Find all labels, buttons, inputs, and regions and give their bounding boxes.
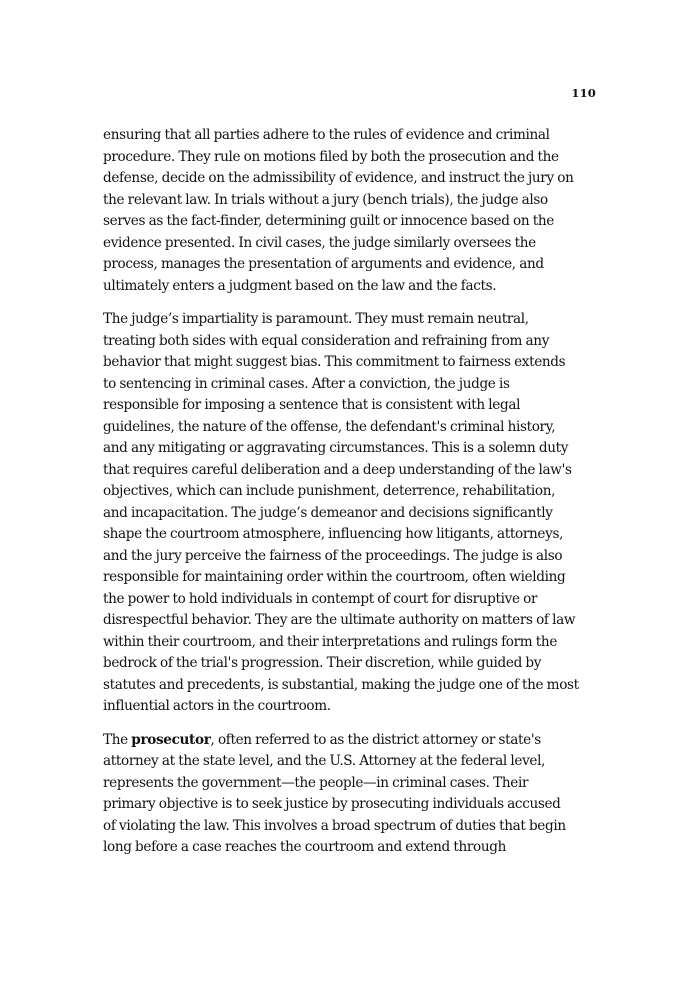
text-line: serves as the fact-finder, determining guilt or innocence based on the (103, 213, 554, 229)
text-line: treating both sides with equal consideration and refraining from any (103, 332, 550, 349)
text-line: disrespectful behavior. They are the ultimate authority on matters of law (103, 612, 576, 628)
text-line: and incapacitation. The judge’s demeanor and decisions significantly (103, 504, 553, 521)
paragraph-judge-impartiality (103, 309, 599, 718)
text-line: within their courtroom, and their interpretations and rulings form the (103, 633, 558, 650)
text-line: ensuring that all parties adhere to the rules of evidence and criminal (103, 127, 550, 143)
text-line (103, 730, 599, 752)
text-line: defense, decide on the admissibility of evidence, and instruct the jury on (103, 170, 574, 186)
paragraph-prosecutor (103, 730, 599, 859)
text-line: of violating the law. This involves a broad spectrum of duties that begin (103, 817, 566, 834)
bold-term-prosecutor: prosecutor (131, 731, 211, 748)
text-line: that requires careful deliberation and a deep understanding of the law's (103, 461, 572, 478)
text-line: and the jury perceive the fairness of the proceedings. The judge is also (103, 547, 563, 564)
body-text (103, 125, 599, 871)
text-line: The judge’s impartiality is paramount. They must remain neutral, (103, 311, 529, 327)
text-line: objectives, which can include punishment, deterrence, rehabilitation, (103, 483, 556, 499)
text-line: behavior that might suggest bias. This commitment to fairness extends (103, 354, 566, 370)
text-line: ultimately enters a judgment based on the law and the facts. (103, 277, 497, 294)
text-line: process, manages the presentation of arguments and evidence, and (103, 256, 544, 272)
text-line: the power to hold individuals in contempt of court for disruptive or (103, 590, 538, 607)
text-line: responsible for imposing a sentence that is consistent with legal (103, 397, 521, 413)
text-line: shape the courtroom atmosphere, influencing how litigants, attorneys, (103, 526, 564, 542)
text-line: the relevant law. In trials without a jury (bench trials), the judge also (103, 191, 548, 208)
text-line: represents the government—the people—in criminal cases. Their (103, 774, 529, 791)
text-line: to sentencing in criminal cases. After a conviction, the judge is (103, 375, 510, 392)
text-line: evidence presented. In civil cases, the judge similarly oversees the (103, 234, 536, 251)
text-line: long before a case reaches the courtroom and extend through (103, 839, 506, 855)
page-number: 110 (571, 86, 596, 100)
text-fragment: The (103, 731, 132, 748)
paragraph-judge-duties (103, 125, 599, 297)
text-line: bedrock of the trial's progression. Their discretion, while guided by (103, 655, 542, 671)
text-line: and any mitigating or aggravating circumstances. This is a solemn duty (103, 440, 569, 456)
text-line: attorney at the state level, and the U.S. Attorney at the federal level, (103, 753, 546, 769)
text-line: statutes and precedents, is substantial, making the judge one of the most (103, 676, 579, 693)
text-fragment: , often referred to as the district attorney or state's (210, 731, 541, 748)
text-line: procedure. They rule on motions filed by both the prosecution and the (103, 148, 559, 165)
text-line: guidelines, the nature of the offense, the defendant's criminal history, (103, 418, 556, 435)
text-line: influential actors in the courtroom. (103, 698, 331, 714)
text-line: primary objective is to seek justice by prosecuting individuals accused (103, 796, 561, 812)
text-line: responsible for maintaining order within the courtroom, often wielding (103, 569, 566, 585)
